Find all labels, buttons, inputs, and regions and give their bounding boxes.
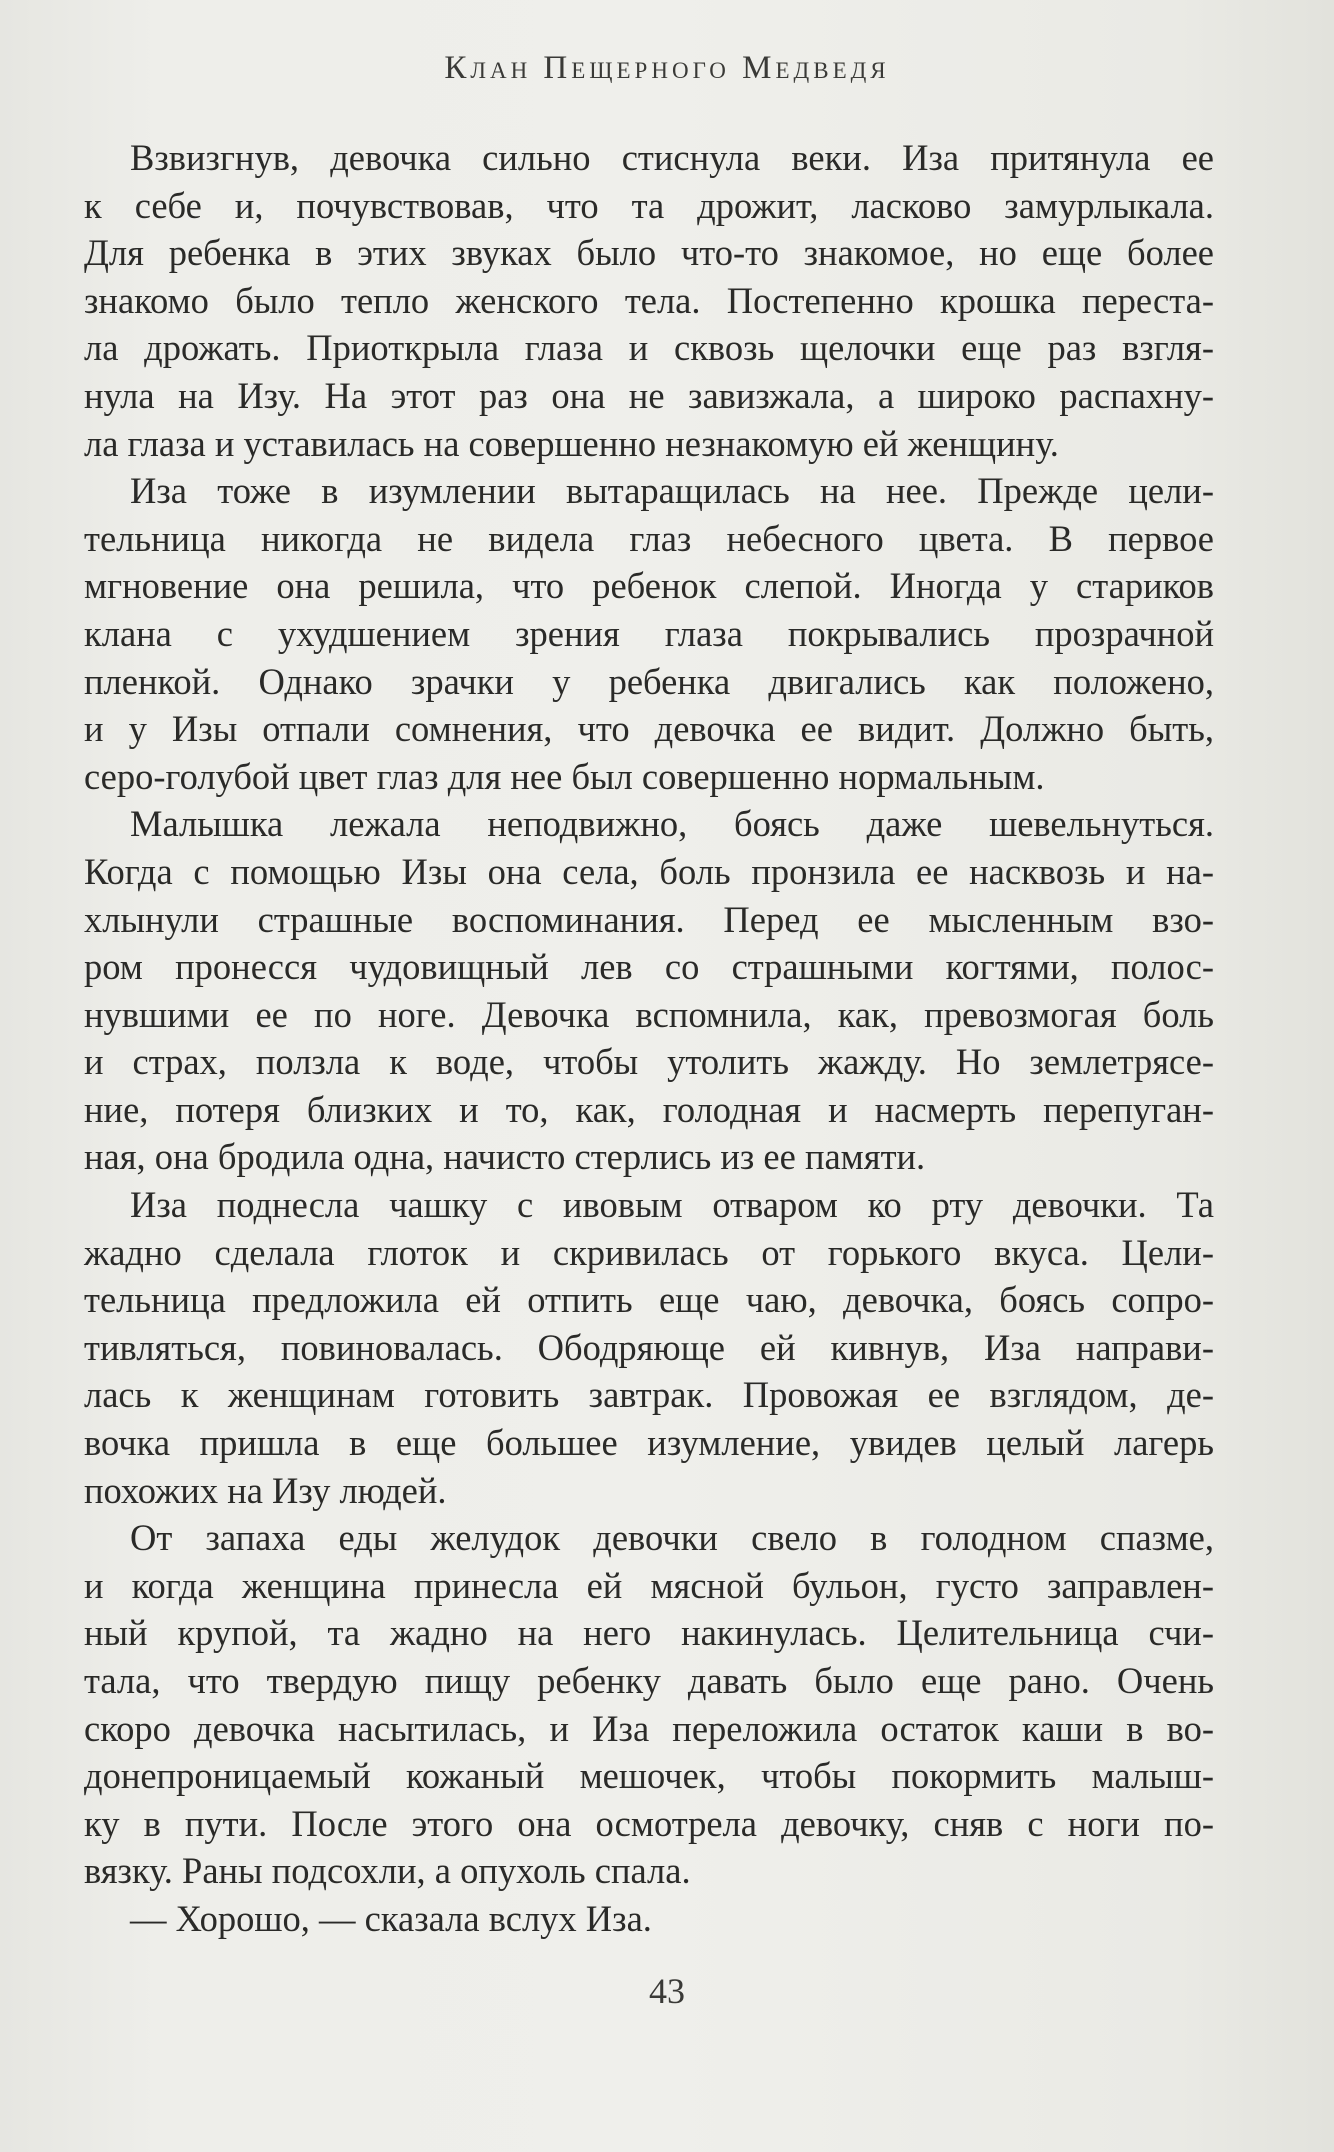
text-line: ный крупой, та жадно на него накинулась. Целительница счи- [84, 1612, 1214, 1654]
page-number: 43 [649, 1971, 685, 2011]
text-line: тала, что твердую пищу ребенку давать было еще рано. Очень [84, 1660, 1214, 1701]
text-line: Когда с помощью Изы она села, боль пронзила ее насквозь и на- [84, 850, 1214, 892]
text-line: тельница никогда не видела глаз небесного цвета. В первое [84, 517, 1214, 559]
text-line: вочка пришла в еще большее изумление, увидев целый лагерь [84, 1422, 1214, 1464]
text-line: похожих на Изу людей. [84, 1469, 447, 1511]
text-line: Взвизгнув, девочка сильно стиснула веки. Иза притянула ее [130, 137, 1214, 178]
text-line: серо-голубой цвет глаз для нее был совершенно нормальным. [84, 755, 1045, 797]
text-line: лась к женщинам готовить завтрак. Провожая ее взглядом, де- [84, 1374, 1214, 1416]
text-line: жадно сделала глоток и скривилась от горького вкуса. Цели- [84, 1231, 1214, 1273]
text-line: ние, потеря близких и то, как, голодная и насмерть перепуган- [84, 1088, 1214, 1130]
text-line: и у Изы отпали сомнения, что девочка ее видит. Должно быть, [84, 708, 1214, 750]
text-line: клана с ухудшением зрения глаза покрывались прозрачной [84, 612, 1214, 654]
text-line: ла дрожать. Приоткрыла глаза и сквозь щелочки еще раз взгля- [84, 327, 1214, 369]
text-line: и когда женщина принесла ей мясной бульон, густо заправлен- [84, 1564, 1214, 1606]
text-line: Иза тоже в изумлении вытаращилась на нее. Прежде цели- [130, 470, 1214, 512]
text-line: знакомо было тепло женского тела. Постепенно крошка переста- [84, 279, 1214, 321]
text-line: ку в пути. После этого она осмотрела девочку, сняв с ноги по- [84, 1802, 1214, 1844]
text-line: мгновение она решила, что ребенок слепой. Иногда у стариков [84, 565, 1214, 607]
text-line: и страх, ползла к воде, чтобы утолить жажду. Но землетрясе- [84, 1041, 1214, 1083]
text-line: От запаха еды желудок девочки свело в голодном спазме, [130, 1517, 1214, 1559]
text-line: Для ребенка в этих звуках было что-то знакомое, но еще более [84, 232, 1214, 274]
text-line: Малышка лежала неподвижно, боясь даже шевельнуться. [130, 803, 1214, 845]
text-line: пленкой. Однако зрачки у ребенка двигались как положено, [84, 660, 1214, 702]
text-line: скоро девочка насытилась, и Иза переложила остаток каши в во- [84, 1707, 1214, 1749]
running-head: Клан Пещерного Медведя [444, 50, 890, 86]
text-line: тивляться, повиновалась. Ободряюще ей кивнув, Иза направи- [84, 1326, 1214, 1368]
text-line: — Хорошо, — сказала вслух Иза. [130, 1897, 652, 1939]
text-line: ная, она бродила одна, начисто стерлись из ее памяти. [84, 1136, 926, 1178]
text-line: ром пронесся чудовищный лев со страшными когтями, полос- [84, 946, 1214, 988]
text-line: Иза поднесла чашку с ивовым отваром ко рту девочки. Та [130, 1184, 1214, 1226]
text-line: вязку. Раны подсохли, а опухоль спала. [84, 1850, 691, 1892]
text-line: ла глаза и уставилась на совершенно незнакомую ей женщину. [84, 422, 1059, 464]
text-line: к себе и, почувствовав, что та дрожит, ласково замурлыкала. [84, 184, 1214, 226]
text-line: нувшими ее по ноге. Девочка вспомнила, как, превозмогая боль [84, 993, 1214, 1035]
text-line: нула на Изу. На этот раз она не завизжала, а широко распахну- [84, 374, 1214, 416]
text-line: тельница предложила ей отпить еще чаю, девочка, боясь сопро- [84, 1279, 1214, 1321]
text-line: хлынули страшные воспоминания. Перед ее мысленным взо- [84, 898, 1214, 940]
body-text [84, 134, 1214, 1943]
text-line: донепроницаемый кожаный мешочек, чтобы покормить малыш- [84, 1755, 1214, 1797]
